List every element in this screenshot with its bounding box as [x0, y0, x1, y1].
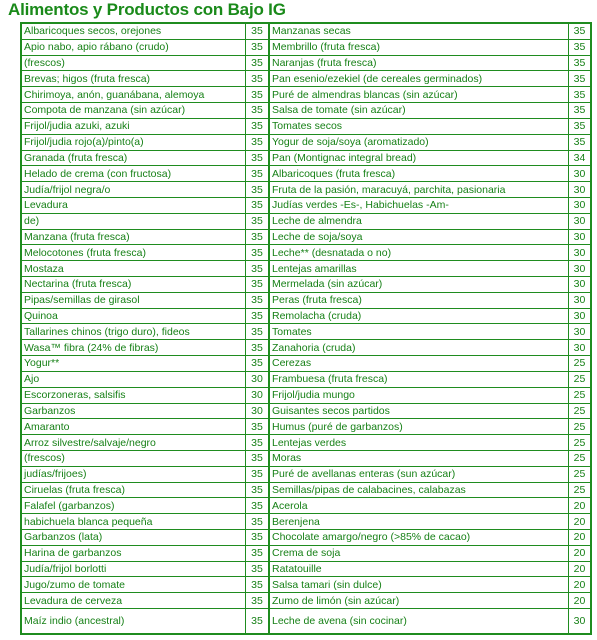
- food-name-cell: Leche de almendra: [272, 215, 362, 228]
- glycemic-index-cell: 35: [245, 483, 268, 498]
- glycemic-index-cell: 20: [568, 498, 590, 513]
- glycemic-index-cell: 20: [568, 514, 590, 529]
- glycemic-index-cell: 35: [245, 467, 268, 482]
- food-name-cell: Puré de almendras blancas (sin azúcar): [272, 88, 458, 101]
- food-name-cell: Membrillo (fruta fresca): [272, 41, 380, 54]
- table-row: [22, 483, 268, 499]
- table-column-right: [270, 24, 590, 633]
- table-row: [270, 40, 590, 56]
- glycemic-index-cell: 35: [568, 119, 590, 134]
- table-row: [22, 71, 268, 87]
- glycemic-index-cell: 35: [245, 40, 268, 55]
- table-row: [22, 546, 268, 562]
- food-name-cell: Chirimoya, anón, guanábana, alemoya: [24, 88, 205, 101]
- table-row: [270, 451, 590, 467]
- food-name-cell: Humus (puré de garbanzos): [272, 420, 403, 433]
- food-name-cell: Leche de soja/soya: [272, 230, 363, 243]
- glycemic-index-cell: 35: [245, 340, 268, 355]
- table-row: [270, 404, 590, 420]
- glycemic-index-cell: 25: [568, 419, 590, 434]
- glycemic-index-cell: 35: [245, 166, 268, 181]
- food-name-cell: Zanahoria (cruda): [272, 341, 356, 354]
- glycemic-index-cell: 30: [568, 340, 590, 355]
- glycemic-index-cell: 35: [245, 293, 268, 308]
- table-row: [22, 56, 268, 72]
- table-row: [22, 324, 268, 340]
- table-row: [22, 593, 268, 609]
- glycemic-index-cell: 35: [245, 530, 268, 545]
- food-name-cell: Mermelada (sin azúcar): [272, 278, 383, 291]
- glycemic-index-cell: 30: [568, 166, 590, 181]
- table-row: [22, 577, 268, 593]
- table-row: [270, 87, 590, 103]
- glycemic-index-cell: 30: [568, 261, 590, 276]
- glycemic-index-cell: 25: [568, 356, 590, 371]
- glycemic-index-cell: 25: [568, 388, 590, 403]
- table-row: [270, 277, 590, 293]
- food-name-cell: habichuela blanca pequeña: [24, 515, 153, 528]
- food-name-cell: Arroz silvestre/salvaje/negro: [24, 436, 156, 449]
- food-name-cell: Jugo/zumo de tomate: [24, 578, 125, 591]
- table-row: [22, 419, 268, 435]
- table-row: [270, 293, 590, 309]
- food-name-cell: Lentejas verdes: [272, 436, 347, 449]
- glycemic-index-cell: 30: [568, 609, 590, 633]
- glycemic-index-cell: 35: [245, 103, 268, 118]
- glycemic-index-cell: 35: [245, 514, 268, 529]
- table-row: [22, 562, 268, 578]
- table-row: [270, 372, 590, 388]
- food-name-cell: Salsa de tomate (sin azúcar): [272, 104, 406, 117]
- glycemic-index-cell: 35: [245, 309, 268, 324]
- glycemic-index-cell: 35: [245, 230, 268, 245]
- table-row: [22, 372, 268, 388]
- table-row: [270, 135, 590, 151]
- glycemic-index-cell: 35: [568, 40, 590, 55]
- glycemic-index-cell: 20: [568, 593, 590, 608]
- table-row: [270, 166, 590, 182]
- glycemic-index-cell: 30: [245, 388, 268, 403]
- glycemic-index-cell: 35: [245, 451, 268, 466]
- glycemic-index-cell: 35: [245, 198, 268, 213]
- glycemic-index-cell: 35: [245, 609, 268, 633]
- glycemic-index-cell: 35: [245, 498, 268, 513]
- food-name-cell: Puré de avellanas enteras (sun azúcar): [272, 468, 456, 481]
- glycemic-index-cell: 20: [568, 530, 590, 545]
- food-name-cell: Leche de avena (sin cocinar): [272, 614, 407, 627]
- food-name-cell: Compota de manzana (sin azúcar): [24, 104, 186, 117]
- table-column-left: [22, 24, 270, 633]
- food-name-cell: Tomates: [272, 325, 312, 338]
- food-name-cell: Frambuesa (fruta fresca): [272, 373, 388, 386]
- food-name-cell: de): [24, 215, 40, 228]
- food-name-cell: Tallarines chinos (trigo duro), fideos: [24, 325, 190, 338]
- food-name-cell: Yogur**: [24, 357, 60, 370]
- glycemic-index-cell: 30: [568, 293, 590, 308]
- glycemic-index-cell: 35: [568, 71, 590, 86]
- food-name-cell: Apio nabo, apio rábano (crudo): [24, 41, 169, 54]
- glycemic-index-cell: 35: [245, 546, 268, 561]
- table-row: [22, 514, 268, 530]
- table-row: [22, 530, 268, 546]
- glycemic-index-cell: 20: [568, 546, 590, 561]
- food-name-cell: Albaricoques (fruta fresca): [272, 167, 396, 180]
- glycemic-index-cell: 35: [568, 135, 590, 150]
- table-row: [270, 151, 590, 167]
- glycemic-index-cell: 35: [245, 245, 268, 260]
- food-name-cell: Tomates secos: [272, 120, 343, 133]
- table-row: [22, 166, 268, 182]
- glycemic-index-cell: 30: [568, 182, 590, 197]
- table-row: [270, 230, 590, 246]
- glycemic-index-cell: 35: [245, 87, 268, 102]
- food-name-cell: Frijol/judia mungo: [272, 389, 355, 402]
- table-row: [22, 356, 268, 372]
- food-name-cell: Quinoa: [24, 310, 58, 323]
- glycemic-index-cell: 35: [245, 277, 268, 292]
- glycemic-index-cell: 30: [568, 309, 590, 324]
- glycemic-index-cell: 25: [568, 467, 590, 482]
- table-row: [22, 261, 268, 277]
- glycemic-index-cell: 35: [568, 56, 590, 71]
- food-name-cell: Brevas; higos (fruta fresca): [24, 72, 151, 85]
- table-row: [270, 119, 590, 135]
- table-row: [22, 435, 268, 451]
- food-name-cell: Escorzoneras, salsifis: [24, 389, 126, 402]
- glycemic-index-cell: 35: [568, 24, 590, 39]
- food-name-cell: judías/frijoes): [24, 468, 87, 481]
- glycemic-index-cell: 35: [245, 419, 268, 434]
- glycemic-index-cell: 25: [568, 435, 590, 450]
- food-name-cell: Pan (Montignac integral bread): [272, 151, 417, 164]
- food-name-cell: Garbanzos: [24, 404, 76, 417]
- food-name-cell: Semillas/pipas de calabacines, calabazas: [272, 483, 466, 496]
- food-name-cell: Chocolate amargo/negro (>85% de cacao): [272, 531, 471, 544]
- food-name-cell: Frijol/judia azuki, azuki: [24, 120, 130, 133]
- glycemic-index-cell: 35: [245, 324, 268, 339]
- table-row: [22, 230, 268, 246]
- glycemic-index-cell: 25: [568, 451, 590, 466]
- table-row: [270, 609, 590, 633]
- food-name-cell: Peras (fruta fresca): [272, 294, 362, 307]
- glycemic-index-cell: 35: [245, 435, 268, 450]
- food-name-cell: Manzanas secas: [272, 25, 351, 38]
- glycemic-index-cell: 35: [245, 71, 268, 86]
- glycemic-index-cell: 35: [245, 562, 268, 577]
- glycemic-index-cell: 30: [568, 324, 590, 339]
- table-row: [22, 40, 268, 56]
- food-name-cell: Falafel (garbanzos): [24, 499, 115, 512]
- food-name-cell: Judía/frijol negra/o: [24, 183, 111, 196]
- table-row: [270, 56, 590, 72]
- table-row: [22, 214, 268, 230]
- table-row: [22, 103, 268, 119]
- table-row: [270, 245, 590, 261]
- table-row: [22, 309, 268, 325]
- food-name-cell: Albaricoques secos, orejones: [24, 25, 162, 38]
- table-row: [22, 277, 268, 293]
- table-row: [270, 324, 590, 340]
- food-name-cell: Granada (fruta fresca): [24, 151, 128, 164]
- food-name-cell: Guisantes secos partidos: [272, 404, 390, 417]
- table-row: [22, 293, 268, 309]
- glycemic-index-cell: 25: [568, 483, 590, 498]
- food-name-cell: Mostaza: [24, 262, 64, 275]
- food-name-cell: Zumo de limón (sin azúcar): [272, 594, 400, 607]
- table-row: [22, 451, 268, 467]
- glycemic-index-cell: 35: [245, 151, 268, 166]
- table-row: [22, 198, 268, 214]
- glycemic-index-cell: 35: [245, 261, 268, 276]
- glycemic-index-cell: 30: [568, 277, 590, 292]
- table-row: [270, 261, 590, 277]
- food-name-cell: Leche** (desnatada o no): [272, 246, 392, 259]
- food-name-cell: Judías verdes -Es-, Habichuelas -Am-: [272, 199, 449, 212]
- glycemic-index-cell: 30: [568, 245, 590, 260]
- table-row: [22, 87, 268, 103]
- food-name-cell: Pipas/semillas de girasol: [24, 294, 140, 307]
- glycemic-index-cell: 35: [568, 103, 590, 118]
- food-name-cell: Manzana (fruta fresca): [24, 230, 130, 243]
- food-name-cell: Cerezas: [272, 357, 312, 370]
- food-name-cell: Harina de garbanzos: [24, 547, 122, 560]
- food-name-cell: Crema de soja: [272, 547, 341, 560]
- food-name-cell: Fruta de la pasión, maracuyá, parchita, pasionaria: [272, 183, 506, 196]
- food-name-cell: Helado de crema (con fructosa): [24, 167, 172, 180]
- table-row: [270, 356, 590, 372]
- food-name-cell: Pan esenio/ezekiel (de cereales germinados): [272, 72, 483, 85]
- glycemic-index-cell: 25: [568, 372, 590, 387]
- glycemic-index-cell: 35: [245, 593, 268, 608]
- table-row: [22, 24, 268, 40]
- glycemic-index-cell: 34: [568, 151, 590, 166]
- glycemic-index-cell: 35: [245, 24, 268, 39]
- food-name-cell: Amaranto: [24, 420, 70, 433]
- table-row: [270, 498, 590, 514]
- table-row: [270, 309, 590, 325]
- table-row: [270, 593, 590, 609]
- table-row: [270, 530, 590, 546]
- table-row: [22, 182, 268, 198]
- table-row: [22, 151, 268, 167]
- glycemic-index-cell: 35: [245, 214, 268, 229]
- glycemic-index-cell: 30: [568, 214, 590, 229]
- food-name-cell: Ciruelas (fruta fresca): [24, 483, 125, 496]
- food-name-cell: Naranjas (fruta fresca): [272, 57, 377, 70]
- glycemic-index-cell: 20: [568, 577, 590, 592]
- table-row: [270, 562, 590, 578]
- glycemic-index-table: [20, 22, 592, 635]
- glycemic-index-cell: 25: [568, 404, 590, 419]
- food-name-cell: (frescos): [24, 57, 65, 70]
- food-name-cell: Remolacha (cruda): [272, 310, 362, 323]
- table-row: [22, 467, 268, 483]
- table-row: [22, 135, 268, 151]
- food-name-cell: Moras: [272, 452, 302, 465]
- food-name-cell: Wasa™ fibra (24% de fibras): [24, 341, 159, 354]
- table-row: [270, 198, 590, 214]
- page-title: Alimentos y Productos con Bajo IG: [8, 0, 286, 19]
- food-name-cell: Frijol/judia rojo(a)/pinto(a): [24, 136, 144, 149]
- glycemic-index-cell: 30: [245, 372, 268, 387]
- table-row: [270, 546, 590, 562]
- table-row: [22, 498, 268, 514]
- table-row: [270, 419, 590, 435]
- table-row: [270, 483, 590, 499]
- table-row: [270, 467, 590, 483]
- food-name-cell: Ajo: [24, 373, 40, 386]
- glycemic-index-cell: 35: [568, 87, 590, 102]
- food-name-cell: (frescos): [24, 452, 65, 465]
- glycemic-index-cell: 35: [245, 56, 268, 71]
- glycemic-index-cell: 35: [245, 135, 268, 150]
- table-row: [22, 340, 268, 356]
- table-row: [22, 609, 268, 633]
- food-name-cell: Maíz indio (ancestral): [24, 614, 125, 627]
- food-name-cell: Acerola: [272, 499, 308, 512]
- glycemic-index-cell: 20: [568, 562, 590, 577]
- table-row: [270, 71, 590, 87]
- table-row: [270, 514, 590, 530]
- table-row: [270, 214, 590, 230]
- glycemic-index-cell: 35: [245, 356, 268, 371]
- table-row: [22, 119, 268, 135]
- food-name-cell: Levadura: [24, 199, 68, 212]
- table-row: [270, 182, 590, 198]
- table-row: [22, 245, 268, 261]
- table-row: [270, 577, 590, 593]
- food-name-cell: Garbanzos (lata): [24, 531, 103, 544]
- food-name-cell: Salsa tamari (sin dulce): [272, 578, 382, 591]
- table-row: [22, 388, 268, 404]
- food-name-cell: Ratatouille: [272, 563, 322, 576]
- table-row: [270, 340, 590, 356]
- glycemic-index-cell: 30: [568, 230, 590, 245]
- food-name-cell: Judía/frijol borlotti: [24, 563, 107, 576]
- glycemic-index-cell: 30: [245, 404, 268, 419]
- food-name-cell: Lentejas amarillas: [272, 262, 357, 275]
- table-row: [270, 24, 590, 40]
- table-row: [270, 388, 590, 404]
- glycemic-index-cell: 35: [245, 182, 268, 197]
- table-row: [270, 103, 590, 119]
- food-name-cell: Melocotones (fruta fresca): [24, 246, 146, 259]
- table-row: [270, 435, 590, 451]
- glycemic-index-cell: 35: [245, 119, 268, 134]
- food-name-cell: Yogur de soja/soya (aromatizado): [272, 136, 429, 149]
- glycemic-index-cell: 30: [568, 198, 590, 213]
- glycemic-index-cell: 35: [245, 577, 268, 592]
- food-name-cell: Levadura de cerveza: [24, 594, 123, 607]
- food-name-cell: Berenjena: [272, 515, 320, 528]
- table-row: [22, 404, 268, 420]
- food-name-cell: Nectarina (fruta fresca): [24, 278, 132, 291]
